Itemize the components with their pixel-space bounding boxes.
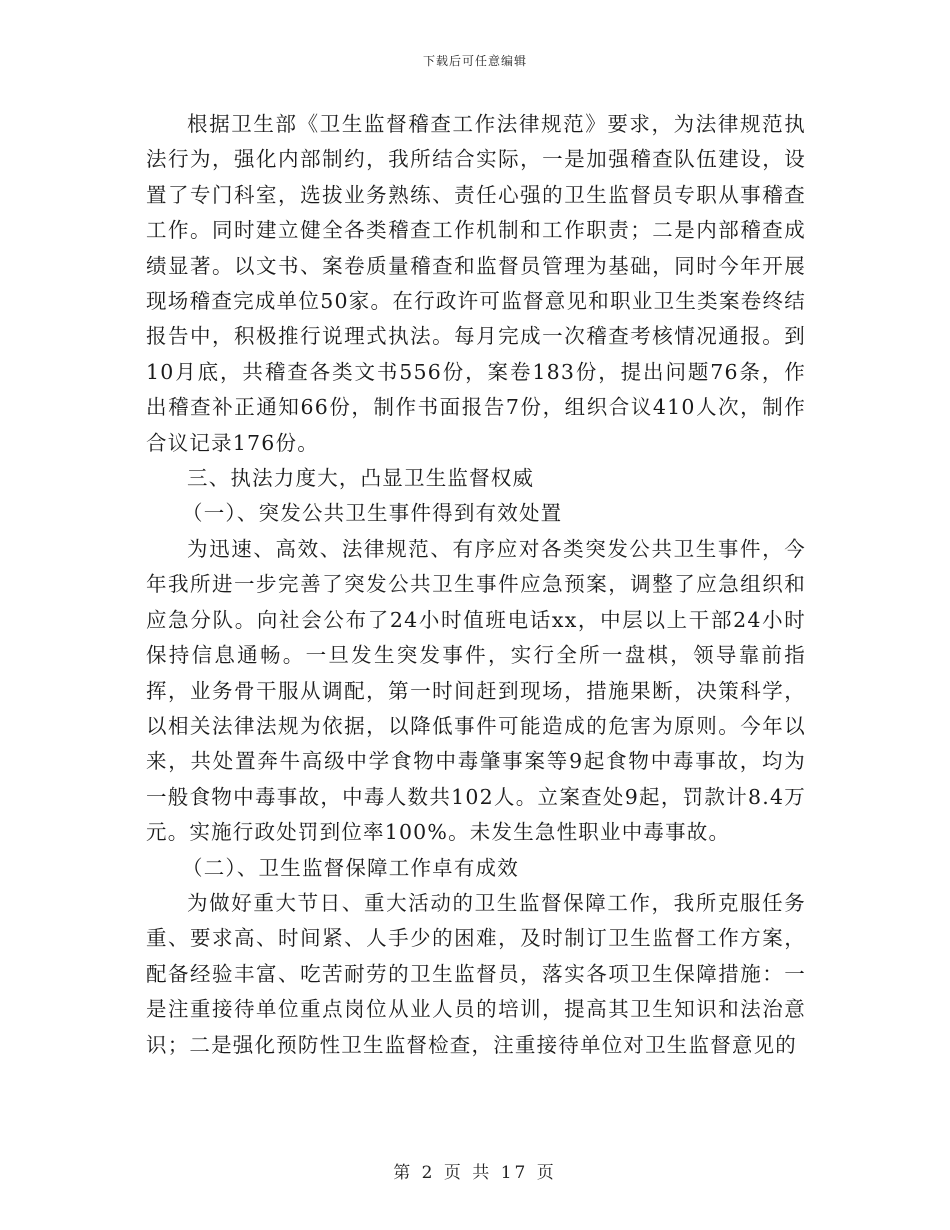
page-header: 下载后可任意编辑 (422, 54, 527, 68)
page-footer: 第 2 页 共 17 页 (393, 1163, 557, 1183)
document-body (146, 107, 806, 1063)
subsection-heading-emergency: （一）、突发公共卫生事件得到有效处置 (182, 501, 563, 526)
subsection-heading-guarantee: （二）、卫生监督保障工作卓有成效 (182, 855, 519, 880)
paragraph-inspection: 根据卫生部《卫生监督稽查工作法律规范》要求，为法律规范执法行为，强化内部制约，我所结合实际，一是加强稽查队伍建设，设置了专门科室，选拔业务熟练、责任心强的卫生监督员专职从事稽查工作。同时建立健全各类稽查工作机制和工作职责；二是内部稽查成绩显著。以文书、案卷质量稽查和监督员管理为基础，同时今年开展现场稽查完成单位50家。在行政许可监督意见和职业卫生类案卷终结报告中，积极推行说理式执法。每月完成一次稽查考核情况通报。到10月底，共稽查各类文书556份，案卷183份，提出问题76条，作出稽查补正通知66份，制作书面报告7份，组织合议410人次，制作合议记录176份。 (146, 112, 806, 455)
paragraph-guarantee: 为做好重大节日、重大活动的卫生监督保障工作，我所克服任务重、要求高、时间紧、人手少的困难，及时制订卫生监督工作方案，配备经验丰富、吃苦耐劳的卫生监督员，落实各项卫生保障措施：一是注重接待单位重点岗位从业人员的培训，提高其卫生知识和法治意识；二是强化预防性卫生监督检查，注重接待单位对卫生监督意见的 (146, 890, 806, 1057)
section-heading-3: 三、执法力度大，凸显卫生监督权威 (187, 466, 535, 491)
paragraph-emergency: 为迅速、高效、法律规范、有序应对各类突发公共卫生事件，今年我所进一步完善了突发公共卫生事件应急预案，调整了应急组织和应急分队。向社会公布了24小时值班电话xx，中层以上干部24小时保持信息通畅。一旦发生突发事件，实行全所一盘棋，领导靠前指挥，业务骨干服从调配，第一时间赶到现场，措施果断，决策科学，以相关法律法规为依据，以降低事件可能造成的危害为原则。今年以来，共处置奔牛高级中学食物中毒肇事案等9起食物中毒事故，均为一般食物中毒事故，中毒人数共102人。立案查处9起，罚款计8.4万元。实施行政处罚到位率100%。未发生急性职业中毒事故。 (146, 536, 806, 845)
